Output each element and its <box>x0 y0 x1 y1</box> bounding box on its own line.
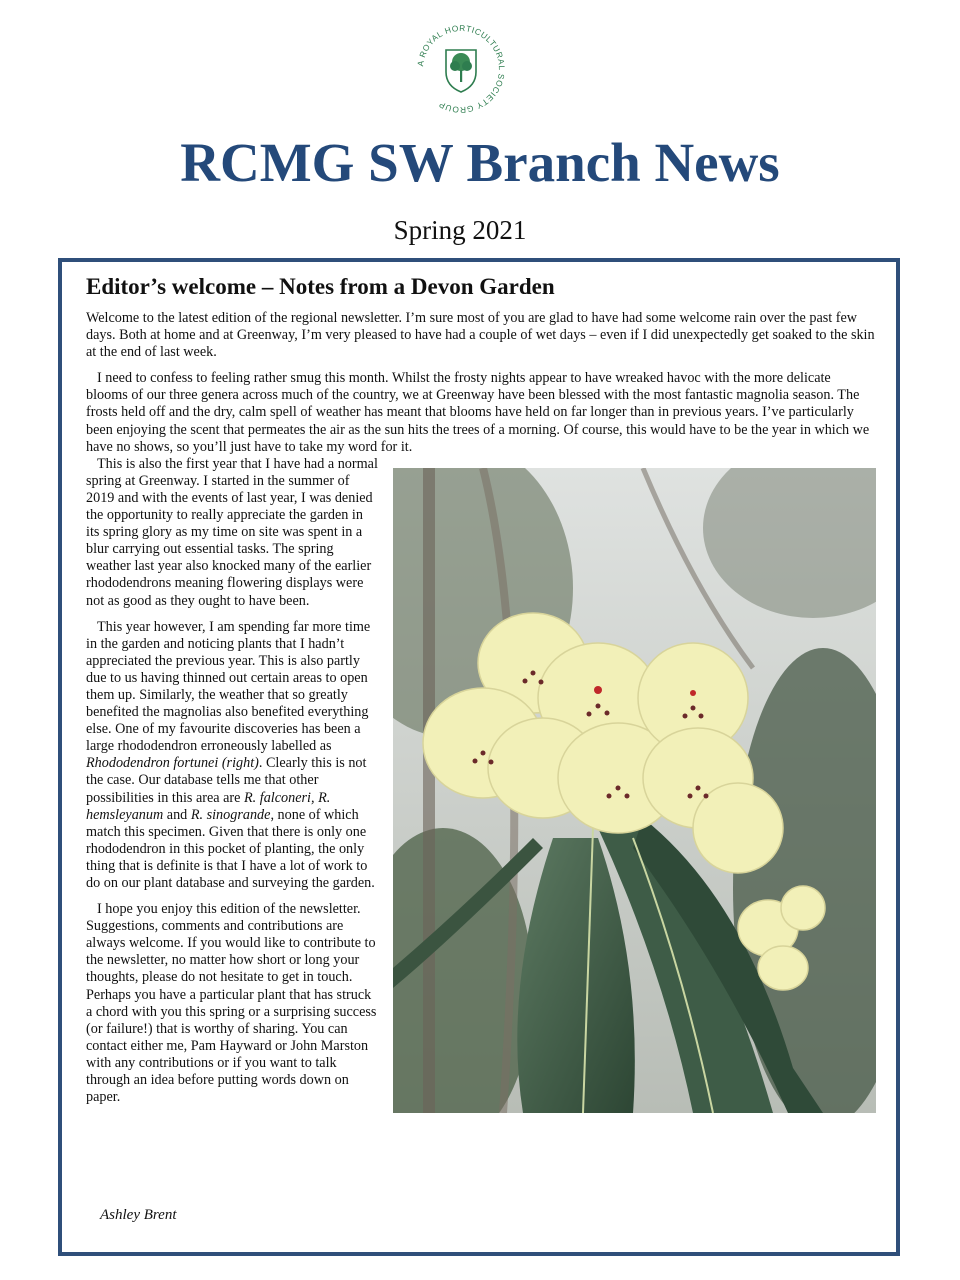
paragraph-3: This is also the first year that I have had a normal spring at Greenway. I started in the summer of 2019 and with the events of last year, I was denied the opportunity to really appreciate the garden in its spring glory as my time on site was spent in a blur carrying out essential tasks. The spring weather last year also knocked many of the earlier rhododendrons meaning flowering displays were not as good as they ought to have been. <box>86 455 378 609</box>
paragraph-1: Welcome to the latest edition of the regional newsletter. I’m sure most of you are glad to have had some welcome rain over the past few days. Both at home and at Greenway, I’m very pleased to have had a couple of wet days – even if I did unexpectedly get soaked to the skin at the end of last week. <box>86 310 875 361</box>
species-sinogrande: R. sinogrande <box>190 806 271 823</box>
article-body <box>86 310 876 1119</box>
species-fortunei: Rhododendron fortunei (right) <box>86 755 259 772</box>
rhs-logo <box>410 18 512 120</box>
species-list: R. falconeri, R. hemsleyanum <box>86 789 331 823</box>
tree-shield-icon <box>446 50 476 92</box>
paragraph-4-part-1: This year however, I am spending far more time in the garden and noticing plants that I hadn’t appreciated the previous year. This is also partly due to us having thinned out certain areas to open them up. Similarly, the weather that so greatly benefited the magnolias also benefited everything else. One of my favourite discoveries has been a large rhododendron erroneously labelled as <box>86 618 371 755</box>
paragraph-2: I need to confess to feeling rather smug this month. Whilst the frosty nights appear to have wreaked havoc with the more delicate blooms of our three genera across much of the country, we at Greenway have been blessed with the most fantastic magnolia season. The frosts held off and the dry, calm spell of weather has meant that blooms have held on far longer than in previous years. I’ve particularly been enjoying the scent that permeates the air as the sun hits the trees of a morning. Of course, this would have to be the year in which we have no shows, so you’ll just have to take my word for it. <box>86 370 870 455</box>
editor-signature: Ashley Brent <box>100 1207 177 1223</box>
paragraph-4-part-2: . Clearly this is not the case. Our database tells me that other possibilities in this area are <box>86 755 367 806</box>
article-heading: Editor’s welcome – Notes from a Devon Garden <box>86 274 555 299</box>
rhododendron-photo <box>393 468 876 1113</box>
paragraph-5: I hope you enjoy this edition of the newsletter. Suggestions, comments and contributions are always welcome. If you would like to contribute to the newsletter, no matter how short or long your thoughts, please do not hesitate to get in touch. Perhaps you have a particular plant that has struck a chord with you this spring or a surprising success (or failure!) that is worthy of sharing. You can contact either me, Pam Hayward or John Marston with any contributions or if you want to talk through an idea before putting words down on paper. <box>86 901 377 1106</box>
issue-label: Spring 2021 <box>393 215 527 245</box>
paragraph-4-part-4: , none of which match this specimen. Given that there is only one rhododendron in this pocket of planting, the only thing that is definite is that I have a lot of work to do on our plant database and surveying the garden. <box>86 806 375 891</box>
paragraph-4-part-3: and <box>163 806 191 823</box>
logo-ring-text: A ROYAL HORTICULTURAL SOCIETY GROUP <box>415 22 508 116</box>
newsletter-title: RCMG SW Branch News <box>180 132 780 193</box>
rhododendron-photo-image <box>393 468 876 1113</box>
